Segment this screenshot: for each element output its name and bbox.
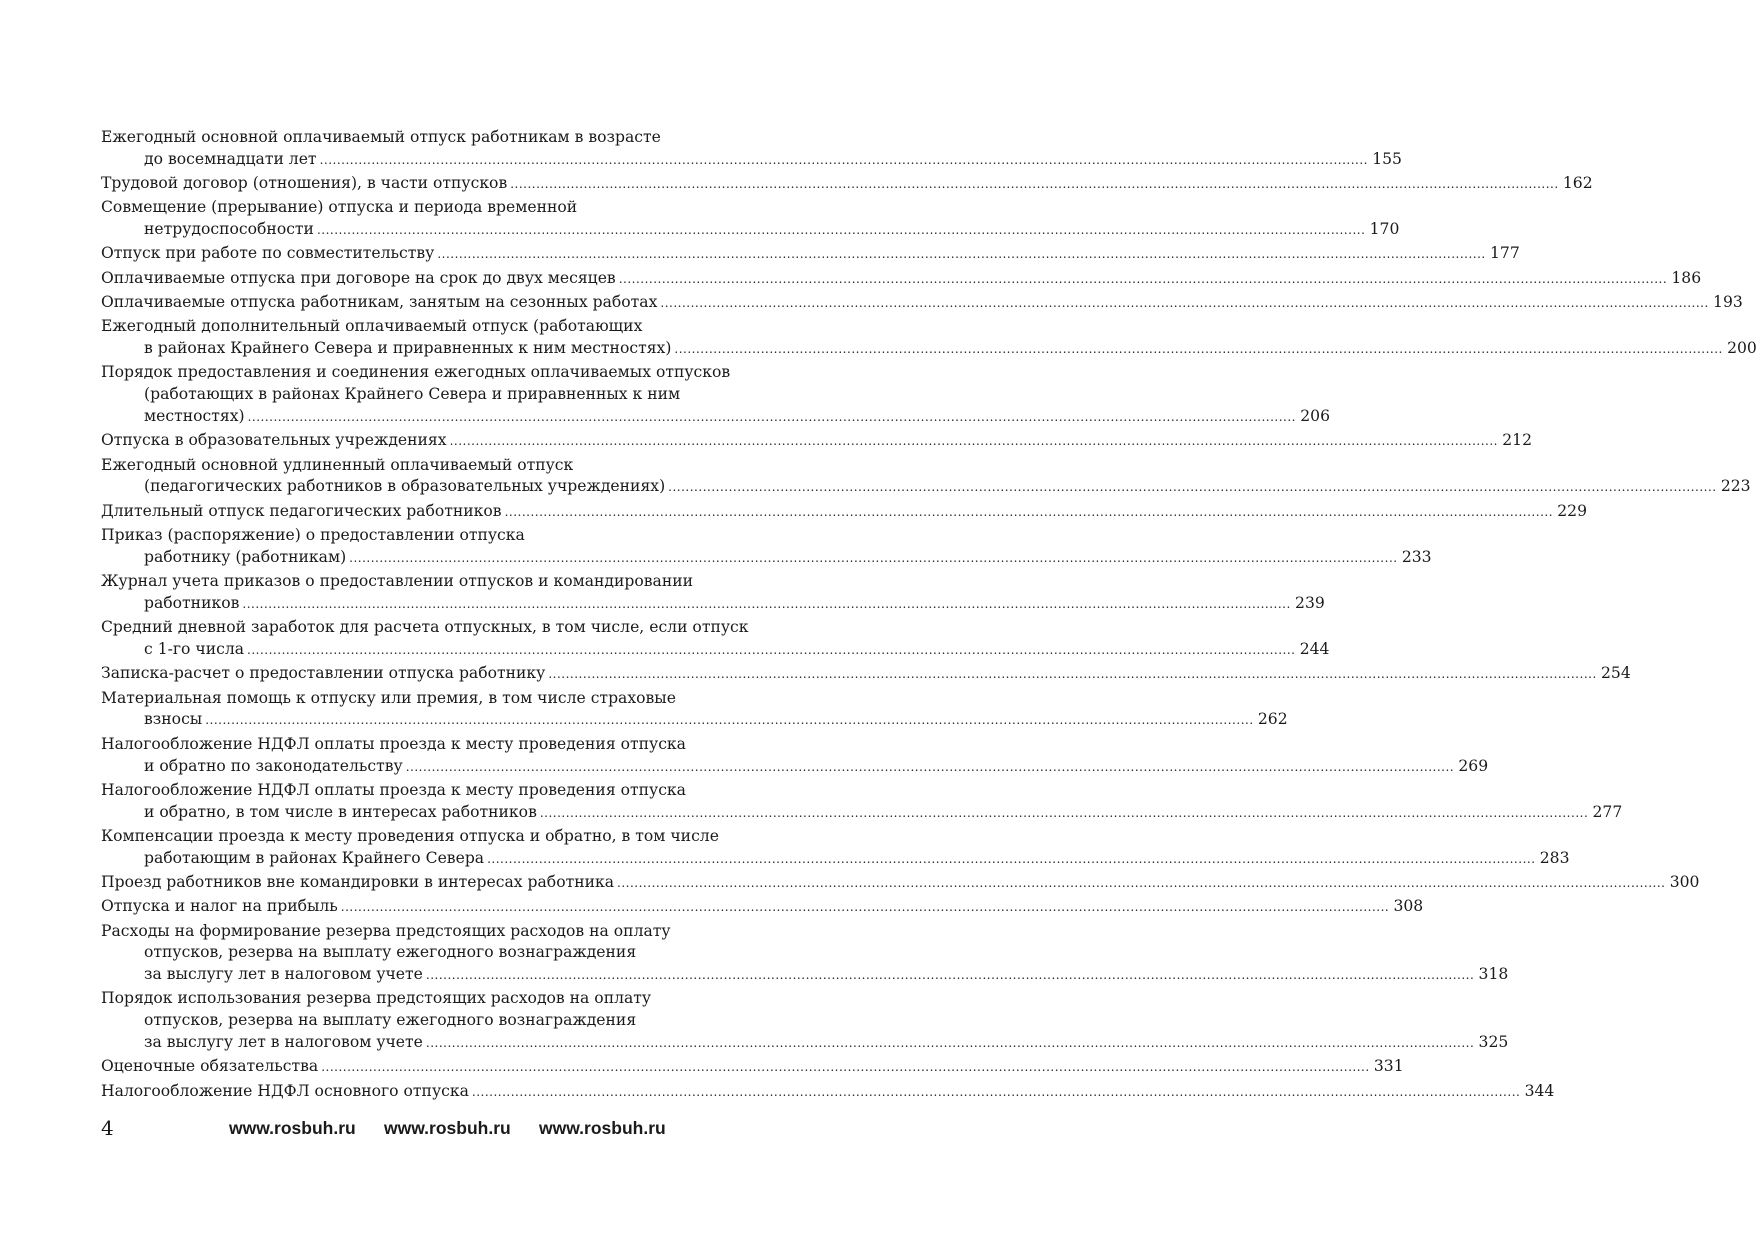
dot-leader (205, 710, 1253, 732)
toc-entry-line (101, 988, 751, 1010)
toc-page-number: 318 (1478, 965, 1509, 984)
toc-entry[interactable] (101, 501, 1588, 524)
toc-entry-title: Порядок использования резерва предстоящих расходов на оплату (101, 989, 652, 1008)
toc-entry-line (101, 756, 1489, 779)
toc-entry[interactable] (101, 197, 1400, 242)
dot-leader (426, 965, 1474, 987)
dot-leader (660, 293, 1708, 315)
toc-entry-title: Оплачиваемые отпуска работникам, занятым на сезонных работах (101, 293, 658, 312)
toc-entry[interactable] (101, 663, 1631, 686)
toc-entry[interactable] (101, 617, 1330, 662)
toc-entry-title: Совмещение (прерывание) отпуска и периода временной (101, 198, 578, 217)
toc-entry-title: взносы (144, 710, 203, 729)
toc-entry[interactable] (101, 430, 1532, 453)
toc-entry-title: Журнал учета приказов о предоставлении отпусков и командировании (101, 572, 694, 591)
toc-entry-line (101, 430, 1532, 453)
dot-leader (548, 664, 1596, 686)
toc-entry-title: нетрудоспособности (144, 220, 314, 239)
dot-leader (317, 220, 1365, 242)
toc-entry[interactable] (101, 455, 1751, 500)
toc-entry-line (101, 127, 751, 149)
dot-leader (540, 803, 1588, 825)
toc-entry-line (101, 268, 1702, 291)
toc-page-number: 300 (1669, 873, 1700, 891)
toc-entry-title: отпусков, резерва на выплату ежегодного вознаграждения (144, 943, 637, 962)
toc-entry-line (101, 639, 1330, 662)
toc-page-number: 277 (1592, 802, 1623, 821)
toc-page-number: 212 (1502, 431, 1532, 450)
toc-entry-title: Ежегодный основной удлиненный оплачиваемый отпуск (101, 455, 574, 474)
toc-entry-line (101, 455, 751, 477)
toc-entry-title: Отпуска и налог на прибыль (101, 897, 338, 916)
toc-entry-title: Проезд работников вне командировки в интересах работника (101, 873, 615, 891)
toc-entry-line (101, 826, 751, 848)
toc-entry-line (101, 384, 751, 406)
toc-page-number: 193 (1713, 293, 1743, 312)
toc-page-number: 206 (1300, 407, 1330, 426)
toc-page-number: 254 (1601, 664, 1631, 683)
toc-entry-line (101, 780, 751, 802)
toc-entry-title: местностях) (144, 407, 245, 426)
toc-entry-line (101, 149, 1402, 172)
dot-leader (320, 150, 1368, 172)
toc-entry-title: Налогообложение НДФЛ оплаты проезда к месту проведения отпуска (101, 780, 686, 799)
footer-url-link[interactable]: www.rosbuh.ru (384, 1118, 511, 1138)
toc-page-number: 283 (1539, 848, 1570, 867)
toc-entry-title: и обратно, в том числе в интересах работников (144, 802, 537, 821)
dot-leader (406, 757, 1454, 779)
toc-entry[interactable] (101, 921, 1509, 987)
dot-leader (341, 897, 1389, 919)
toc-page-number: 344 (1524, 1081, 1555, 1100)
toc-entry-title: Оплачиваемые отпуска при договоре на срок до двух месяцев (101, 268, 616, 287)
toc-page-number: 244 (1299, 640, 1330, 659)
dot-leader (247, 640, 1295, 662)
dot-leader (674, 339, 1722, 361)
toc-entry-title: (работающих в районах Крайнего Севера и приравненных к ним (144, 385, 681, 404)
toc-entry-title: Порядок предоставления и соединения ежегодных оплачиваемых отпусков (101, 363, 731, 382)
toc-entry-line (101, 802, 1623, 825)
toc-entry-title: работающим в районах Крайнего Севера (144, 848, 485, 867)
toc-entry[interactable] (101, 1056, 1404, 1079)
toc-entry-title: Приказ (распоряжение) о предоставлении отпуска (101, 526, 525, 545)
toc-entry-line (101, 964, 1509, 987)
dot-leader (472, 1082, 1520, 1104)
toc-entry-title: Средний дневной заработок для расчета отпускных, в том числе, если отпуск (101, 618, 749, 637)
dot-leader (321, 1057, 1369, 1079)
toc-entry-title: Ежегодный дополнительный оплачиваемый отпуск (работающих (101, 317, 643, 336)
toc-entry-line (101, 476, 1751, 499)
dot-leader (349, 548, 1397, 570)
table-of-contents (101, 127, 1757, 1103)
toc-entry-title: Оценочные обязательства (101, 1057, 319, 1076)
toc-page-number: 229 (1557, 501, 1588, 520)
toc-page-number: 233 (1401, 547, 1432, 566)
toc-entry-title: Расходы на формирование резерва предстоящих расходов на оплату (101, 921, 671, 940)
toc-page-number: 155 (1372, 149, 1402, 168)
toc-entry-line (101, 406, 1330, 429)
toc-entry-title: Длительный отпуск педагогических работников (101, 501, 502, 520)
toc-entry-line (101, 617, 751, 639)
toc-entry-line (101, 734, 751, 756)
toc-entry[interactable] (101, 127, 1402, 172)
toc-entry-title: и обратно по законодательству (144, 756, 403, 775)
toc-page-number: 325 (1478, 1033, 1509, 1052)
toc-entry[interactable] (101, 734, 1489, 779)
toc-entry-line (101, 1032, 1509, 1055)
dot-leader (450, 431, 1498, 453)
dot-leader (510, 174, 1558, 196)
toc-entry-line (101, 1010, 751, 1032)
toc-entry-line (101, 316, 751, 338)
toc-entry[interactable] (101, 988, 1509, 1054)
dot-leader (617, 873, 1665, 895)
toc-entry-title: Отпуска в образовательных учреждениях (101, 431, 447, 450)
toc-entry-title: Налогообложение НДФЛ оплаты проезда к месту проведения отпуска (101, 734, 686, 753)
toc-entry-title: Налогообложение НДФЛ основного отпуска (101, 1081, 469, 1100)
toc-entry-title: до восемнадцати лет (144, 149, 317, 168)
toc-entry-line (101, 219, 1400, 242)
toc-entry-line (101, 571, 751, 593)
toc-entry-line (101, 292, 1743, 315)
toc-entry[interactable] (101, 525, 1432, 570)
toc-entry[interactable] (101, 896, 1424, 919)
toc-entry-title: Компенсации проезда к месту проведения отпуска и обратно, в том числе (101, 826, 719, 845)
dot-leader (437, 244, 1485, 266)
toc-page-number: 308 (1393, 897, 1424, 916)
dot-leader (248, 407, 1296, 429)
toc-page-number: 186 (1671, 268, 1702, 287)
toc-page-number: 200 (1727, 339, 1757, 358)
toc-entry[interactable] (101, 268, 1702, 291)
dot-leader (505, 502, 1553, 524)
toc-entry-line (101, 921, 751, 943)
footer-url-link[interactable]: www.rosbuh.ru (539, 1118, 666, 1138)
toc-entry-line (101, 872, 1700, 895)
toc-page-number: 162 (1562, 174, 1593, 193)
toc-page-number: 177 (1489, 244, 1520, 263)
page-number: 4 (101, 1116, 114, 1140)
toc-entry-title: за выслугу лет в налоговом учете (144, 1033, 423, 1052)
toc-entry-line (101, 243, 1520, 266)
toc-entry-line (101, 338, 1757, 361)
toc-page-number: 269 (1458, 756, 1489, 775)
toc-entry-line (101, 848, 1570, 871)
toc-entry-line (101, 593, 1325, 616)
toc-page-number: 239 (1295, 593, 1325, 612)
toc-entry-title: Отпуск при работе по совместительству (101, 244, 435, 263)
toc-entry-title: (педагогических работников в образовательных учреждениях) (144, 477, 666, 496)
footer-url-link[interactable]: www.rosbuh.ru (229, 1118, 356, 1138)
toc-entry-line (101, 688, 751, 710)
toc-entry-title: работнику (работникам) (144, 547, 347, 566)
toc-entry[interactable] (101, 316, 1757, 361)
toc-page-number: 223 (1720, 477, 1751, 496)
dot-leader (619, 269, 1667, 291)
toc-page-number: 331 (1373, 1057, 1404, 1076)
toc-entry-line (101, 1081, 1555, 1104)
toc-entry[interactable] (101, 872, 1700, 895)
toc-entry[interactable] (101, 826, 1570, 871)
toc-entry-title: Трудовой договор (отношения), в части отпусков (101, 174, 508, 193)
toc-entry-title: за выслугу лет в налоговом учете (144, 965, 423, 984)
toc-entry-line (101, 709, 1288, 732)
toc-entry-line (101, 942, 751, 964)
toc-entry-title: с 1-го числа (144, 640, 245, 659)
dot-leader (242, 594, 1290, 616)
toc-entry[interactable] (101, 173, 1593, 196)
toc-entry[interactable] (101, 780, 1623, 825)
toc-page-number: 262 (1257, 710, 1288, 729)
toc-entry-line (101, 896, 1424, 919)
toc-entry[interactable] (101, 292, 1743, 315)
dot-leader (487, 849, 1535, 871)
toc-entry-line (101, 362, 751, 384)
toc-entry-title: работников (144, 593, 240, 612)
toc-entry-line (101, 663, 1631, 686)
toc-entry-line (101, 547, 1432, 570)
toc-entry-title: Записка-расчет о предоставлении отпуска работнику (101, 664, 546, 683)
dot-leader (426, 1033, 1474, 1055)
toc-entry-title: отпусков, резерва на выплату ежегодного вознаграждения (144, 1011, 637, 1030)
toc-entry-line (101, 525, 751, 547)
dot-leader (668, 477, 1716, 499)
toc-entry-title: в районах Крайнего Севера и приравненных к ним местностях) (144, 339, 672, 358)
page-footer (101, 1116, 751, 1142)
toc-entry[interactable] (101, 571, 1325, 616)
toc-page-number: 170 (1369, 220, 1400, 239)
toc-entry-line (101, 173, 1593, 196)
toc-entry-line (101, 197, 751, 219)
toc-entry[interactable] (101, 362, 1330, 428)
toc-entry[interactable] (101, 1081, 1555, 1104)
toc-entry-title: Ежегодный основной оплачиваемый отпуск работникам в возрасте (101, 128, 661, 146)
toc-entry[interactable] (101, 243, 1520, 266)
toc-entry[interactable] (101, 688, 1288, 733)
toc-entry-title: Материальная помощь к отпуску или премия, в том числе страховые (101, 688, 676, 707)
toc-entry-line (101, 501, 1588, 524)
toc-entry-line (101, 1056, 1404, 1079)
